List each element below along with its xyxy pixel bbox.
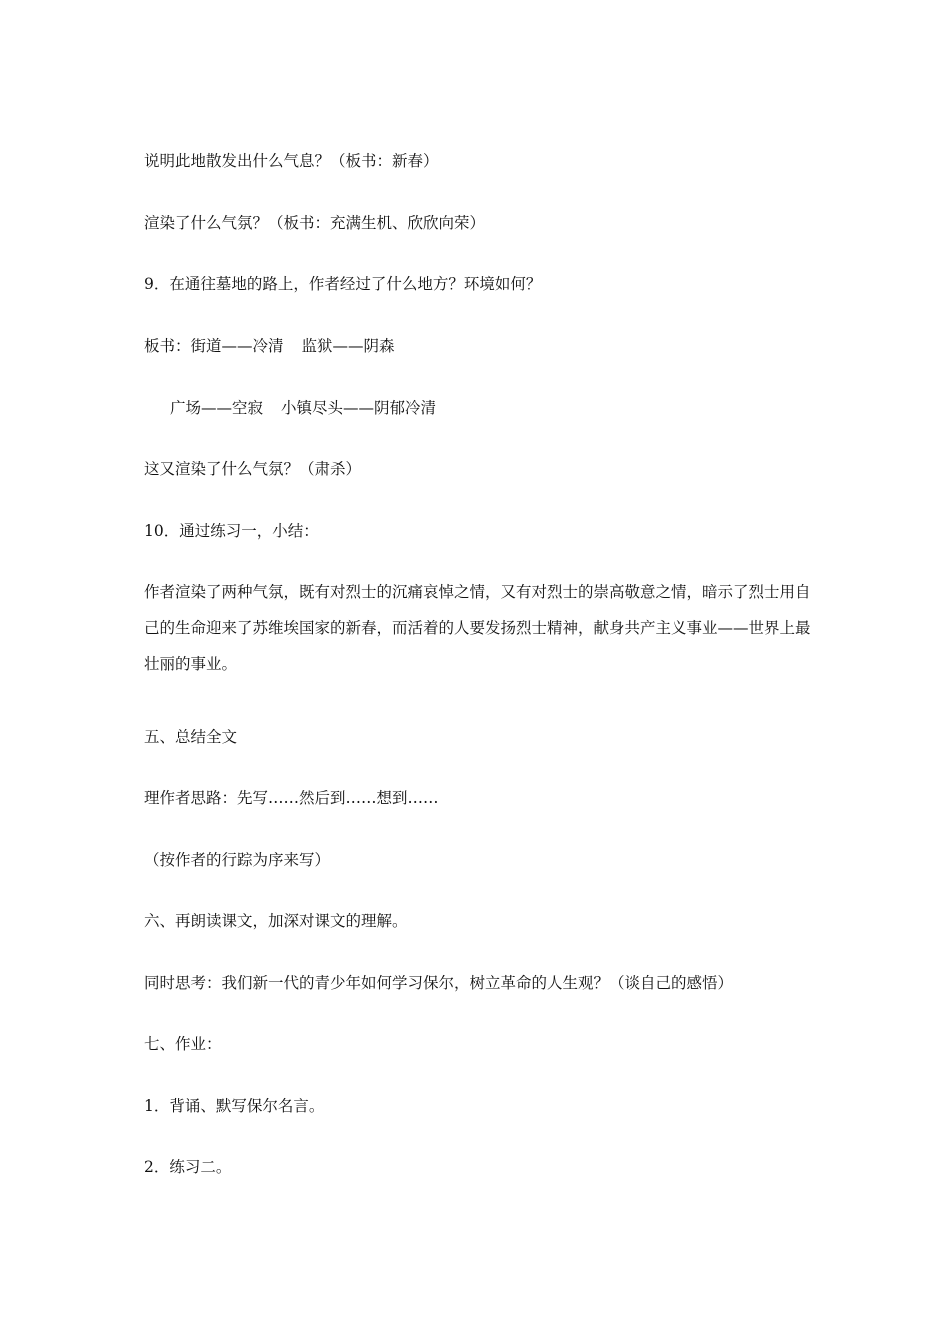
homework-item-1: 1．背诵、默写保尔名言。 bbox=[144, 1097, 325, 1115]
text-line-board-1 bbox=[144, 336, 395, 356]
section-heading-6: 六、再朗读课文，加深对课文的理解。 bbox=[144, 912, 408, 930]
summary-paragraph: 作者渲染了两种气氛，既有对烈士的沉痛哀悼之情，又有对烈士的崇高敬意之情，暗示了烈士用自己的生命迎来了苏维埃国家的新春，而活着的人要发扬烈士精神，献身共产主义事业——世界上最壮丽的事业。 bbox=[144, 583, 811, 673]
text-line-reflection: 同时思考：我们新一代的青少年如何学习保尔，树立革命的人生观？（谈自己的感悟） bbox=[144, 974, 734, 992]
section-heading-5: 五、总结全文 bbox=[144, 728, 238, 746]
text-line-thought-path: 理作者思路：先写……然后到……想到…… bbox=[144, 789, 439, 807]
text-line-solemn: 这又渲染了什么气氛？（肃杀） bbox=[144, 460, 362, 478]
document-page bbox=[144, 0, 814, 1344]
homework-item-2: 2．练习二。 bbox=[144, 1158, 232, 1176]
board-prison: 监狱——阴森 bbox=[301, 337, 395, 355]
text-line-breath: 说明此地散发出什么气息？（板书：新春） bbox=[144, 152, 439, 170]
board-square: 广场——空寂 bbox=[170, 399, 264, 417]
text-line-order: （按作者的行踪为序来写） bbox=[144, 851, 331, 869]
text-line-question-9: 9．在通往墓地的路上，作者经过了什么地方？环境如何？ bbox=[144, 275, 542, 293]
section-heading-7: 七、作业： bbox=[144, 1035, 222, 1053]
board-street: 板书：街道——冷清 bbox=[144, 337, 284, 355]
text-line-summary-10: 10．通过练习一，小结： bbox=[144, 522, 319, 540]
text-line-board-2 bbox=[170, 398, 436, 418]
text-line-atmosphere: 渲染了什么气氛？（板书：充满生机、欣欣向荣） bbox=[144, 214, 486, 232]
board-town-end: 小镇尽头——阴郁冷清 bbox=[281, 399, 437, 417]
